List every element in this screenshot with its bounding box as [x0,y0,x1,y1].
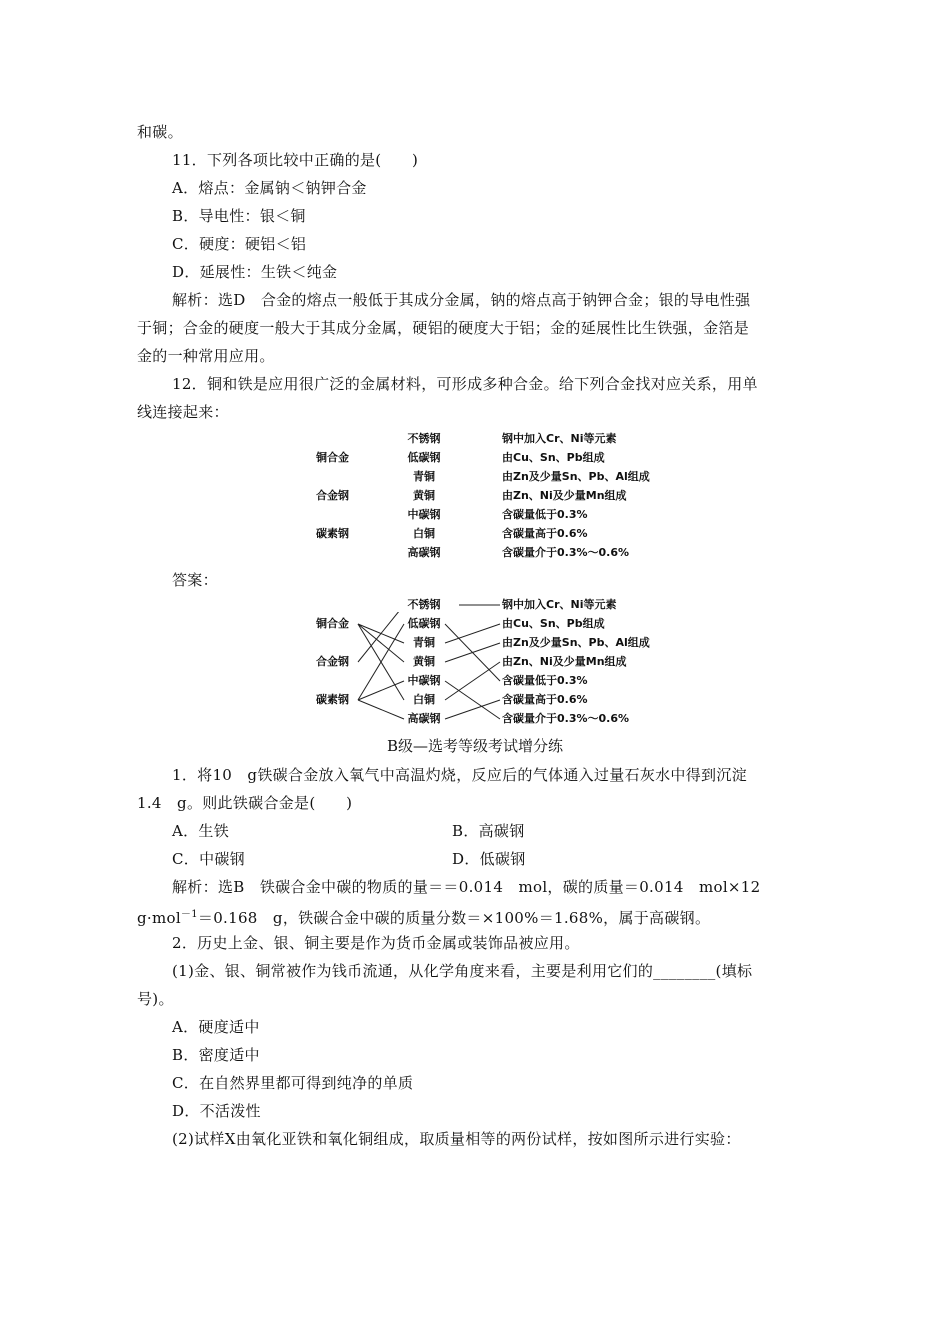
answer-label: 答案： [172,571,218,589]
middle-item: 青铜 [413,470,435,483]
middle-item: 黄铜 [413,489,435,502]
sub-question-1: (1)金、银、铜常被作为钱币流通，从化学角度来看，主要是利用它们的________(填标 [172,962,753,980]
left-item: 碳素钢 [316,527,349,540]
option-b: B．导电性：银＜铜 [172,207,306,225]
left-item: 铜合金 [316,617,349,630]
question-b2: 2．历史上金、银、铜主要是作为货币金属或装饰品被应用。 [172,934,580,952]
option-a: A．熔点：金属钠＜钠钾合金 [172,179,367,197]
question-11: 11．下列各项比较中正确的是( ) [172,151,419,169]
right-item: 由Zn及少量Sn、Pb、Al组成 [502,636,650,649]
option-d: D．不活泼性 [172,1102,261,1120]
analysis-line: 金的一种常用应用。 [137,347,275,365]
option-b: B．高碳钢 [452,822,525,840]
option-c: C．硬度：硬铝＜铝 [172,235,307,253]
question-b1-cont: 1.4 g。则此铁碳合金是( ) [137,794,353,812]
analysis-line [137,905,710,928]
middle-item: 高碳钢 [407,712,441,725]
analysis-text: ＝0.168 g，铁碳合金中碳的质量分数＝×100%＝1.68%，属于高碳钢。 [197,909,711,927]
right-item: 含碳量低于0.3% [502,508,588,521]
middle-item: 不锈钢 [389,598,459,612]
left-item: 铜合金 [316,451,349,464]
middle-item: 低碳钢 [407,451,441,464]
question-12: 12．铜和铁是应用很广泛的金属材料，可形成多种合金。给下列合金找对应关系，用单 [172,375,758,393]
option-c: C．在自然界里都可得到纯净的单质 [172,1074,414,1092]
analysis-line: 解析：选D 合金的熔点一般低于其成分金属，钠的熔点高于钠钾合金；银的导电性强 [172,291,751,309]
left-item: 碳素钢 [316,693,349,706]
right-item: 含碳量介于0.3%～0.6% [502,546,630,559]
option-d: D．延展性：生铁＜纯金 [172,263,338,281]
analysis-line: 解析：选B 铁碳合金中碳的物质的量＝＝0.014 mol，碳的质量＝0.014 mol×12 [172,878,761,896]
middle-item: 不锈钢 [407,432,441,445]
option-a: A．硬度适中 [172,1018,260,1036]
sub-question-1-cont: 号)。 [137,990,174,1008]
right-item: 含碳量高于0.6% [502,693,588,706]
option-a: A．生铁 [172,822,230,840]
middle-item: 白铜 [413,527,435,540]
option-c: C．中碳钢 [172,850,245,868]
right-item: 由Zn及少量Sn、Pb、Al组成 [502,470,650,483]
right-item: 由Cu、Sn、Pb组成 [502,617,605,630]
middle-item: 中碳钢 [407,674,441,687]
sub-question-2: (2)试样X由氧化亚铁和氧化铜组成，取质量相等的两份试样，按如图所示进行实验： [172,1130,741,1148]
right-item: 含碳量高于0.6% [502,527,588,540]
unit-text: g·mol [137,909,181,927]
right-item: 由Cu、Sn、Pb组成 [502,451,605,464]
analysis-line: 于铜；合金的硬度一般大于其成分金属，硬铝的硬度大于铝；金的延展性比生铁强，金箔是 [137,319,750,337]
option-b: B．密度适中 [172,1046,260,1064]
middle-item: 白铜 [413,693,435,706]
section-title: B级—选考等级考试增分练 [386,737,564,755]
text-line: 和碳。 [137,123,183,141]
question-b1: 1．将10 g铁碳合金放入氧气中高温灼烧，反应后的气体通入过量石灰水中得到沉淀 [172,766,747,784]
right-item: 钢中加入Cr、Ni等元素 [502,598,617,611]
middle-item: 低碳钢 [407,617,441,630]
middle-item: 青铜 [413,636,435,649]
right-item: 含碳量介于0.3%～0.6% [502,712,630,725]
middle-item: 高碳钢 [407,546,441,559]
right-item: 含碳量低于0.3% [502,674,588,687]
superscript: －1 [180,909,198,920]
option-d: D．低碳钢 [452,850,526,868]
middle-item: 中碳钢 [407,508,441,521]
right-item: 由Zn、Ni及少量Mn组成 [502,655,627,668]
left-item: 合金钢 [316,489,349,502]
left-item: 合金钢 [316,655,349,668]
right-item: 钢中加入Cr、Ni等元素 [502,432,617,445]
right-item: 由Zn、Ni及少量Mn组成 [502,489,627,502]
middle-item: 黄铜 [413,655,435,668]
question-12-cont: 线连接起来： [137,403,229,421]
